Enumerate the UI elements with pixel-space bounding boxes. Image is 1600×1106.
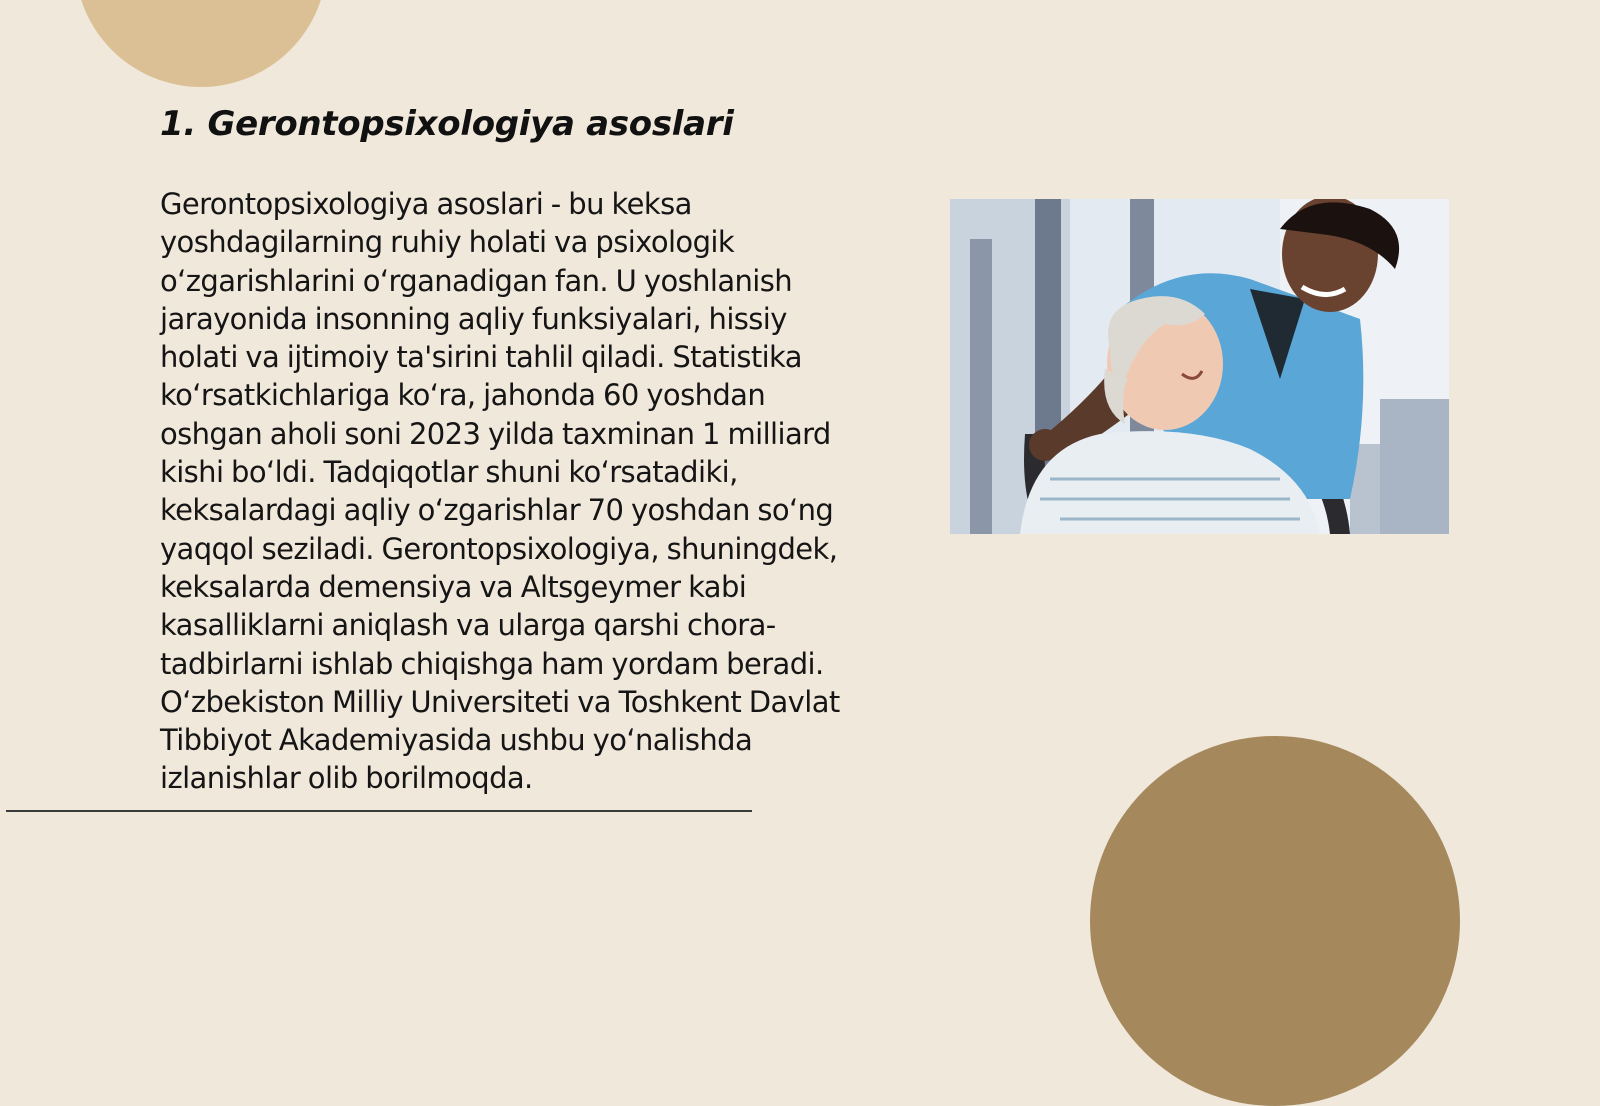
decorative-circle-top xyxy=(75,0,327,87)
caregiver-with-elderly-woman-photo-icon xyxy=(950,199,1449,534)
caregiver-photo xyxy=(950,199,1449,534)
slide-title: 1. Gerontopsixologiya asoslari xyxy=(160,104,734,144)
decorative-circle-bottom xyxy=(1090,736,1460,1106)
divider-line xyxy=(6,810,752,812)
slide-body-text: Gerontopsixologiya asoslari - bu keksa yoshdagilarning ruhiy holati va psixologik oʻzgarishlarini oʻrganadigan fan. U yoshlanish jarayonida insonning aqliy funksiyalari, hissiy holati va ijtimoiy ta'sirini tahlil qiladi. Statistika koʻrsatkichlariga koʻra, jahonda 60 yoshdan oshgan aholi soni 2023 yilda taxminan 1 milliard kishi boʻldi. Tadqiqotlar shuni koʻrsatadiki, keksalardagi aqliy oʻzgarishlar 70 yoshdan soʻng yaqqol seziladi. Gerontopsixologiya, shuningdek, keksalarda demensiya va Altsgeymer kabi kasalliklarni aniqlash va ularga qarshi chora-tadbirlarni ishlab chiqishga ham yordam beradi. Oʻzbekiston Milliy Universiteti va Toshkent Davlat Tibbiyot Akademiyasida ushbu yoʻnalishda izlanishlar olib borilmoqda. xyxy=(160,187,840,796)
